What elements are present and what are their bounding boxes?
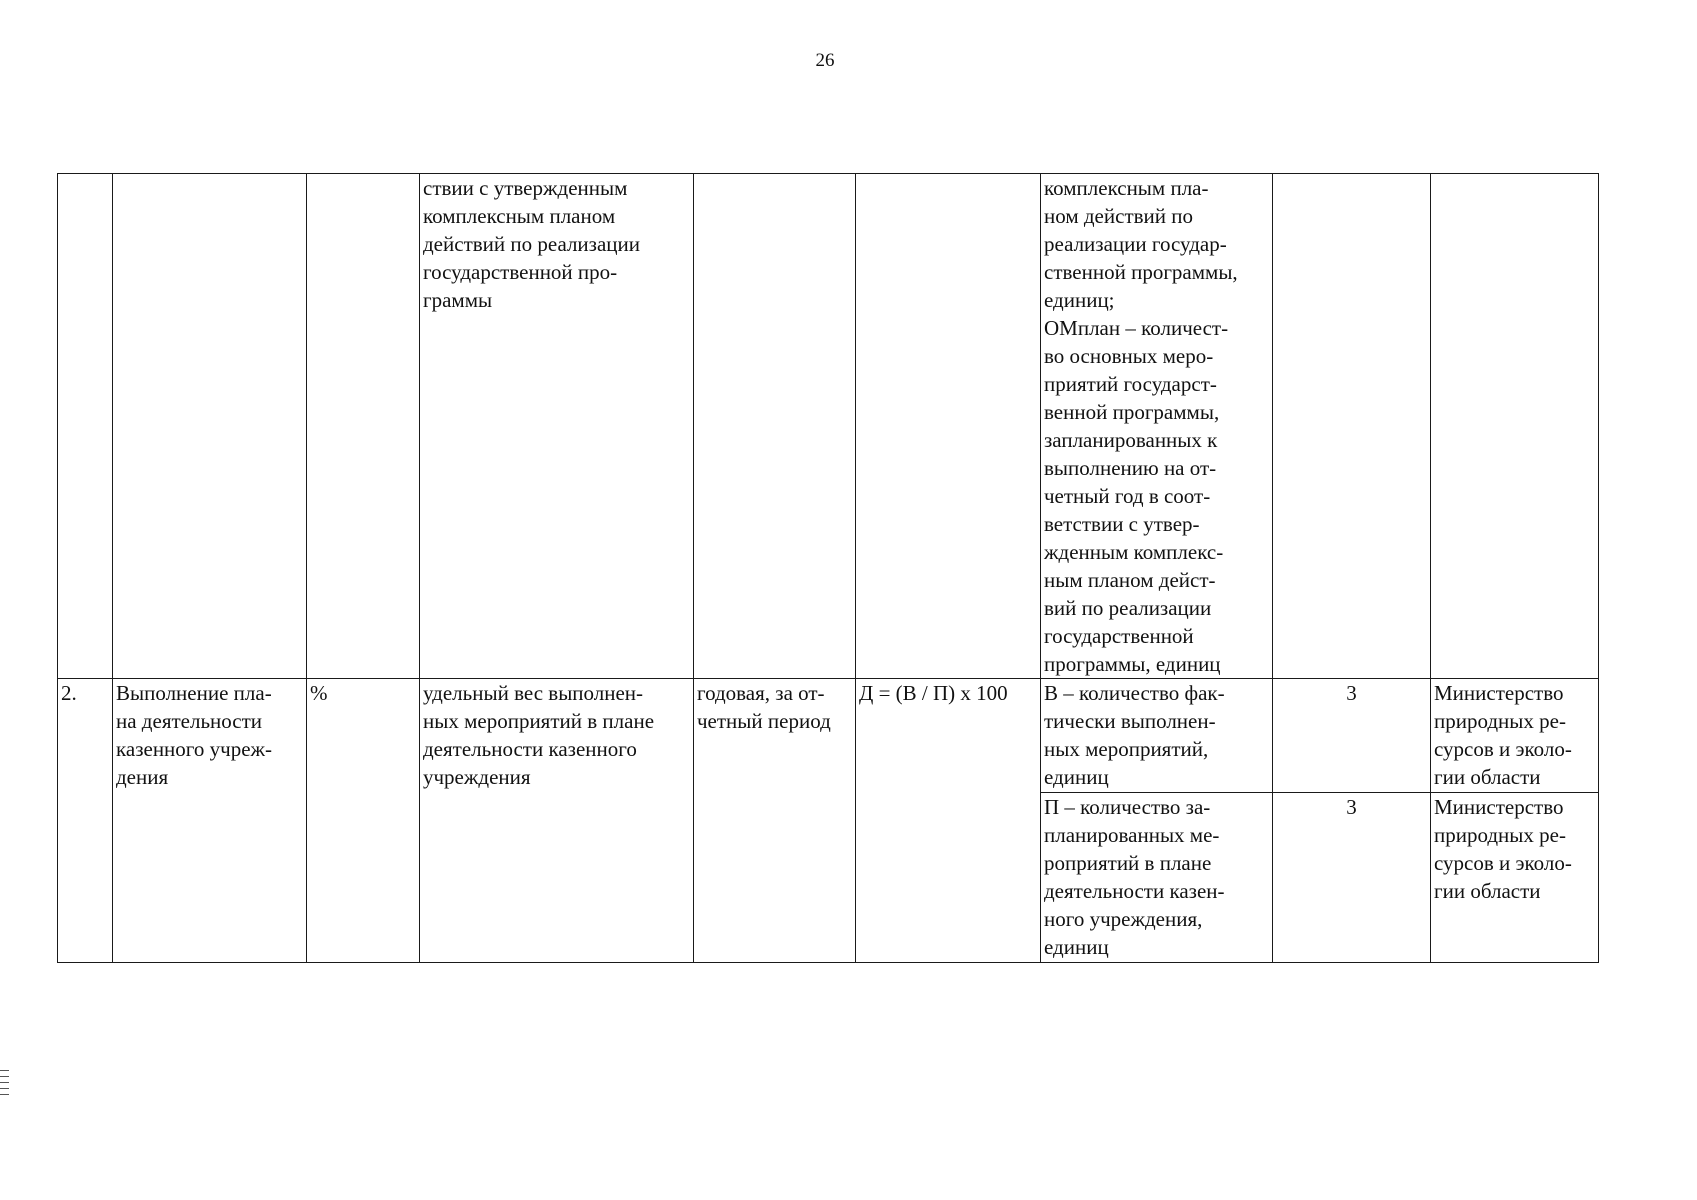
cell-responsible: [1431, 679, 1599, 793]
cell-formula: [856, 174, 1041, 679]
unit-value: %: [310, 681, 328, 705]
method-code: 3: [1346, 681, 1357, 705]
variables-text: комплексным пла- ном действий по реализации государ- ственной программы, единиц; ОМплан – количест- во основных меро- приятий государст- венной программы, запланированных к выполнению на от- четный год в соот- ветствии с утвер- жденным комплекс- ным планом дейст- вий по реализации государственной программы, единиц: [1044, 176, 1238, 676]
periodicity-text: годовая, за от- четный период: [697, 681, 831, 733]
definition-text: удельный вес выполнен- ных мероприятий в плане деятельности казенного учреждения: [423, 681, 655, 789]
cell-indicator: [113, 679, 307, 963]
cell-responsible: [1431, 793, 1599, 963]
table-row-continuation: [58, 174, 1599, 679]
cell-number: [58, 679, 113, 963]
variable-text: В – количество фак- тически выполнен- ных мероприятий, единиц: [1044, 681, 1225, 789]
cell-number: [58, 174, 113, 679]
cell-responsible: [1431, 174, 1599, 679]
cell-definition: [420, 174, 694, 679]
cell-periodicity: [694, 679, 856, 963]
cell-variables: [1041, 679, 1273, 793]
table-row: [58, 679, 1599, 793]
cell-variables: [1041, 174, 1273, 679]
page-number: 26: [815, 50, 835, 71]
cell-method: [1273, 174, 1431, 679]
indicator-name: Выполнение пла- на деятельности казенного учреж- дения: [116, 681, 273, 789]
cell-formula: [856, 679, 1041, 963]
definition-text: ствии с утвержденным комплексным планом действий по реализации государственной про- граммы: [423, 176, 641, 312]
cell-definition: [420, 679, 694, 963]
scan-edge-marks: [0, 1070, 9, 1100]
cell-method: [1273, 679, 1431, 793]
cell-variables: [1041, 793, 1273, 963]
variable-text: П – количество за- планированных ме- роприятий в плане деятельности казен- ного учреждения, единиц: [1044, 795, 1225, 959]
cell-indicator: [113, 174, 307, 679]
formula-text: Д = (В / П) х 100: [859, 681, 1008, 705]
cell-periodicity: [694, 174, 856, 679]
method-code: 3: [1346, 795, 1357, 819]
indicators-table: [57, 173, 1599, 963]
cell-unit: [307, 679, 420, 963]
row-number: 2.: [61, 681, 77, 705]
cell-unit: [307, 174, 420, 679]
responsible-text: Министерство природных ре- сурсов и эколо- гии области: [1434, 795, 1572, 903]
cell-method: [1273, 793, 1431, 963]
responsible-text: Министерство природных ре- сурсов и эколо- гии области: [1434, 681, 1572, 789]
